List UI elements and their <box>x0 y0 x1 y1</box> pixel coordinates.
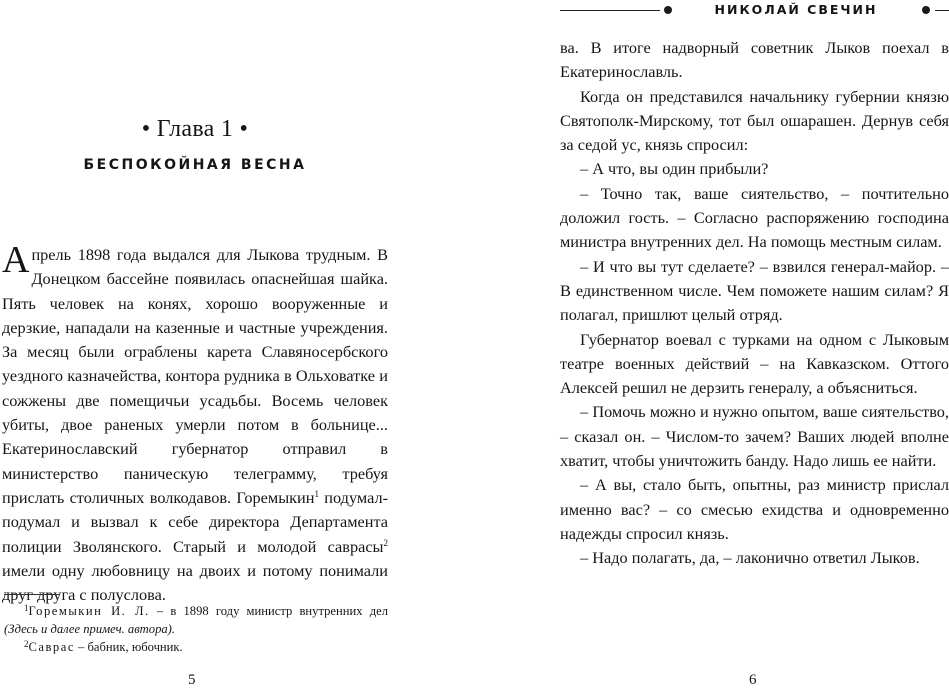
page-number-left: 5 <box>188 672 196 688</box>
running-head-rule-left <box>560 10 660 11</box>
body-part-2: подумал-подумал и вызвал к себе директора Департамента полиции Зволянского. Старый и молодой саврасы <box>2 487 388 556</box>
footnote-1-number: 1 <box>24 603 29 613</box>
running-head-dot-left <box>664 6 672 14</box>
footnote-1-italic: (Здесь и далее примеч. автора). <box>4 622 176 636</box>
paragraph: – А что, вы один прибыли? <box>580 159 769 179</box>
footnote-1-name: Горемыкин И. Л. <box>28 604 150 618</box>
paragraph: – Помочь можно и нужно опытом, ваше сиятельство, – сказал он. – Числом-то зачем? Ваших людей вполне хватит, чтобы уничтожить банду. Надо лишь ее найти. <box>560 402 949 471</box>
author-name: НИКОЛАЙ СВЕЧИН <box>714 2 878 17</box>
footnote-2-number: 2 <box>24 639 29 649</box>
footnote-1-text: – в 1898 году министр внутренних дел <box>149 604 388 618</box>
running-head-rule-right <box>935 10 949 11</box>
running-head <box>560 0 949 22</box>
footnote-2-name: Саврас <box>28 640 75 654</box>
running-head-dot-right <box>922 6 930 14</box>
paragraph: ва. В итоге надворный советник Лыков поехал в Екатеринославль. <box>560 38 949 82</box>
footnote-2 <box>4 638 388 656</box>
paragraph: Губернатор воевал с турками на одном с Лыковым театре военных действий – на Кавказском. Оттого Алексей решил не дерзить генералу, а объясниться. <box>560 329 949 398</box>
chapter-title: БЕСПОКОЙНАЯ ВЕСНА <box>83 157 307 173</box>
page-number-right: 6 <box>749 672 757 688</box>
footnote-ref-1: 1 <box>314 488 319 499</box>
paragraph: – А вы, стало быть, опытны, раз министр прислал именно вас? – со смесью ехидства и одновременно надежды спросил князь. <box>560 475 949 543</box>
paragraph: – И что вы тут сделаете? – взвился генерал-майор. – В единственном числе. Чем поможете нашим силам? Я полагал, пришлют целый отряд. <box>560 256 949 325</box>
right-body-text <box>560 36 949 571</box>
left-page <box>0 0 474 688</box>
footnote-ref-2: 2 <box>383 537 388 548</box>
paragraph: – Точно так, ваше сиятельство, – почтительно доложил гость. – Согласно распоряжению господина министра внутренних дел. На помощь местным силам. <box>560 183 949 252</box>
drop-cap: А <box>2 239 30 281</box>
footnote-divider <box>4 594 60 595</box>
paragraph: Когда он представился начальнику губернии князю Святополк-Мирскому, тот был ошарашен. Дернув себя за седой ус, князь спросил: <box>560 86 949 155</box>
footnote-1 <box>4 602 388 638</box>
body-part-1: прель 1898 года выдался для Лыкова трудным. В Донецком бассейне появилась опаснейшая шайка. Пять человек на конях, хорошо вооруженные и дерзкие, нападали на казенные и частные учреждения. За месяц были ограблены карета Славяносербского уездного казначейства, контора рудника в Ольховатке и сожжены две помещичьи усадьбы. Восемь человек убиты, двое раненых умерли потом в больнице... Екатеринославский губернатор отправил в министерство паническую телеграмму, требуя прислать столичных волкодавов. Горемыкин <box>2 245 388 507</box>
footnote-2-text: – бабник, юбочник. <box>74 640 183 654</box>
left-body-text <box>2 239 388 607</box>
footnotes <box>4 602 388 656</box>
left-paragraph <box>2 239 388 607</box>
paragraph: – Надо полагать, да, – лаконично ответил Лыков. <box>580 548 920 568</box>
chapter-number: • Глава 1 • <box>141 116 249 142</box>
right-page <box>475 0 949 688</box>
body-part-3: имели одну любовницу на двоих и потому понимали друг друга с полуслова. <box>2 560 388 605</box>
